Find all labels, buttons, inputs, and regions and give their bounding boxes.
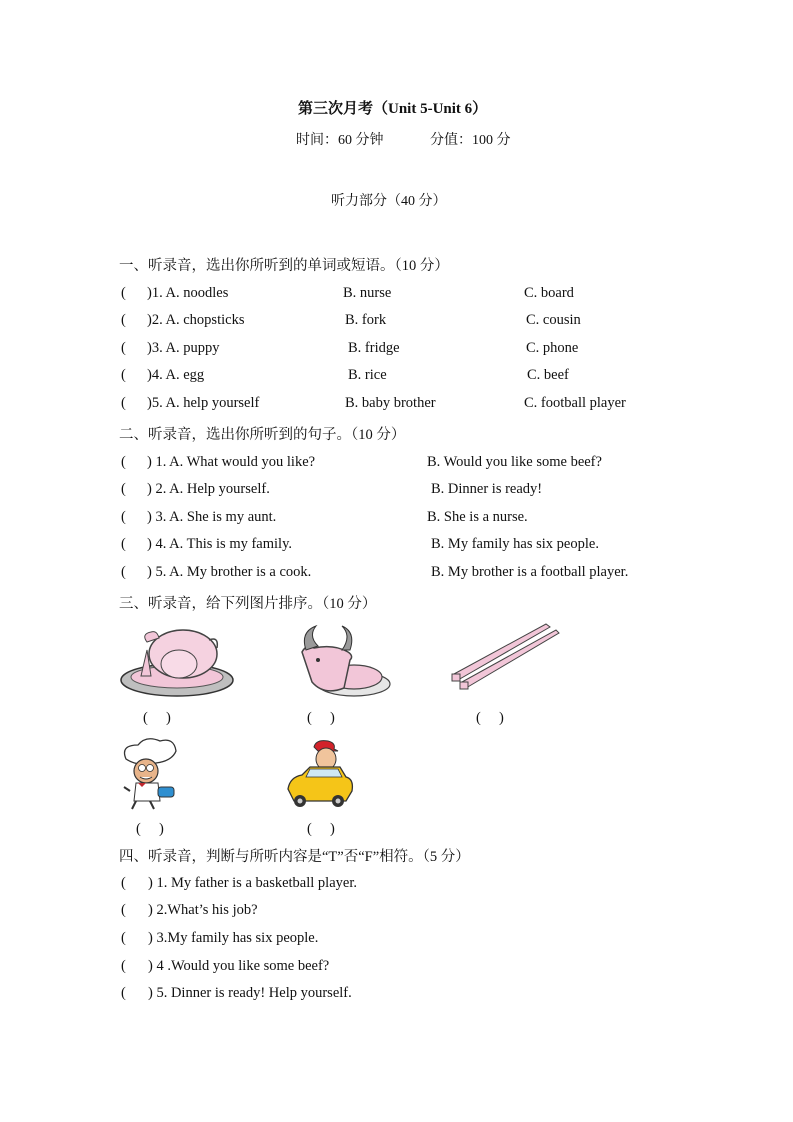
answer-blank[interactable]: ( ) — [476, 710, 504, 726]
statement: ) 3.My family has six people. — [148, 930, 319, 946]
answer-bracket[interactable]: ( — [121, 958, 126, 974]
section2-heading: 二、听录音，选出你所听到的句子。（10 分） — [119, 427, 406, 443]
statement: ) 4 .Would you like some beef? — [148, 958, 330, 974]
answer-bracket[interactable]: ( — [121, 985, 126, 1001]
option-a: )4. A. egg — [147, 367, 205, 383]
exam-score: 分值：100 分 — [430, 133, 511, 148]
section1-heading: 一、听录音，选出你所听到的单词或短语。（10 分） — [119, 258, 449, 274]
chopsticks-picture — [448, 620, 563, 690]
option-a: ) 5. A. My brother is a cook. — [147, 564, 312, 580]
option-b: B. fridge — [348, 340, 400, 356]
answer-bracket[interactable]: ( — [121, 902, 126, 918]
option-b: B. My family has six people. — [431, 536, 599, 552]
answer-bracket[interactable]: ( — [121, 367, 126, 383]
option-c: C. phone — [526, 340, 579, 356]
answer-bracket[interactable]: ( — [121, 340, 126, 356]
answer-blank[interactable]: ( ) — [307, 821, 335, 837]
answer-bracket[interactable]: ( — [121, 564, 126, 580]
cook-icon — [118, 737, 184, 812]
answer-bracket[interactable]: ( — [121, 285, 126, 301]
option-c: C. beef — [527, 367, 569, 383]
section3-heading: 三、听录音，给下列图片排序。（10 分） — [119, 596, 377, 612]
roast-chicken-icon — [119, 620, 237, 700]
option-a: ) 1. A. What would you like? — [147, 454, 316, 470]
beef-picture — [292, 622, 392, 702]
answer-blank[interactable]: ( ) — [307, 710, 335, 726]
option-a: ) 4. A. This is my family. — [147, 536, 292, 552]
cook-picture — [118, 737, 184, 812]
option-a: )3. A. puppy — [147, 340, 220, 356]
option-b: B. fork — [345, 312, 387, 328]
answer-bracket[interactable]: ( — [121, 312, 126, 328]
exam-title: 第三次月考（Unit 5-Unit 6） — [298, 101, 488, 117]
taxi-driver-picture — [284, 737, 354, 812]
option-b: B. rice — [348, 367, 387, 383]
answer-bracket[interactable]: ( — [121, 395, 126, 411]
roast-chicken-picture — [119, 620, 237, 700]
answer-bracket[interactable]: ( — [121, 875, 126, 891]
answer-bracket[interactable]: ( — [121, 930, 126, 946]
option-b: B. My brother is a football player. — [431, 564, 629, 580]
answer-blank[interactable]: ( ) — [143, 710, 171, 726]
answer-bracket[interactable]: ( — [121, 536, 126, 552]
option-a: ) 3. A. She is my aunt. — [147, 509, 277, 525]
option-c: C. football player — [524, 395, 626, 411]
option-c: C. board — [524, 285, 574, 301]
option-a: ) 2. A. Help yourself. — [147, 481, 270, 497]
statement: ) 1. My father is a basketball player. — [148, 875, 357, 891]
beef-icon — [292, 622, 392, 702]
taxi-driver-icon — [284, 737, 354, 812]
option-b: B. nurse — [343, 285, 392, 301]
answer-bracket[interactable]: ( — [121, 509, 126, 525]
statement: ) 5. Dinner is ready! Help yourself. — [148, 985, 352, 1001]
part-title: 听力部分（40 分） — [331, 194, 447, 209]
option-b: B. She is a nurse. — [427, 509, 528, 525]
answer-bracket[interactable]: ( — [121, 481, 126, 497]
answer-blank[interactable]: ( ) — [136, 821, 164, 837]
option-b: B. Would you like some beef? — [427, 454, 602, 470]
chopsticks-icon — [448, 620, 563, 690]
option-b: B. Dinner is ready! — [431, 481, 543, 497]
option-a: )5. A. help yourself — [147, 395, 260, 411]
exam-time: 时间：60 分钟 — [296, 133, 384, 148]
answer-bracket[interactable]: ( — [121, 454, 126, 470]
statement: ) 2.What’s his job? — [148, 902, 258, 918]
option-a: )1. A. noodles — [147, 285, 229, 301]
option-b: B. baby brother — [345, 395, 436, 411]
option-c: C. cousin — [526, 312, 581, 328]
option-a: )2. A. chopsticks — [147, 312, 245, 328]
section4-heading: 四、听录音，判断与所听内容是“T”否“F”相符。（5 分） — [119, 849, 470, 865]
